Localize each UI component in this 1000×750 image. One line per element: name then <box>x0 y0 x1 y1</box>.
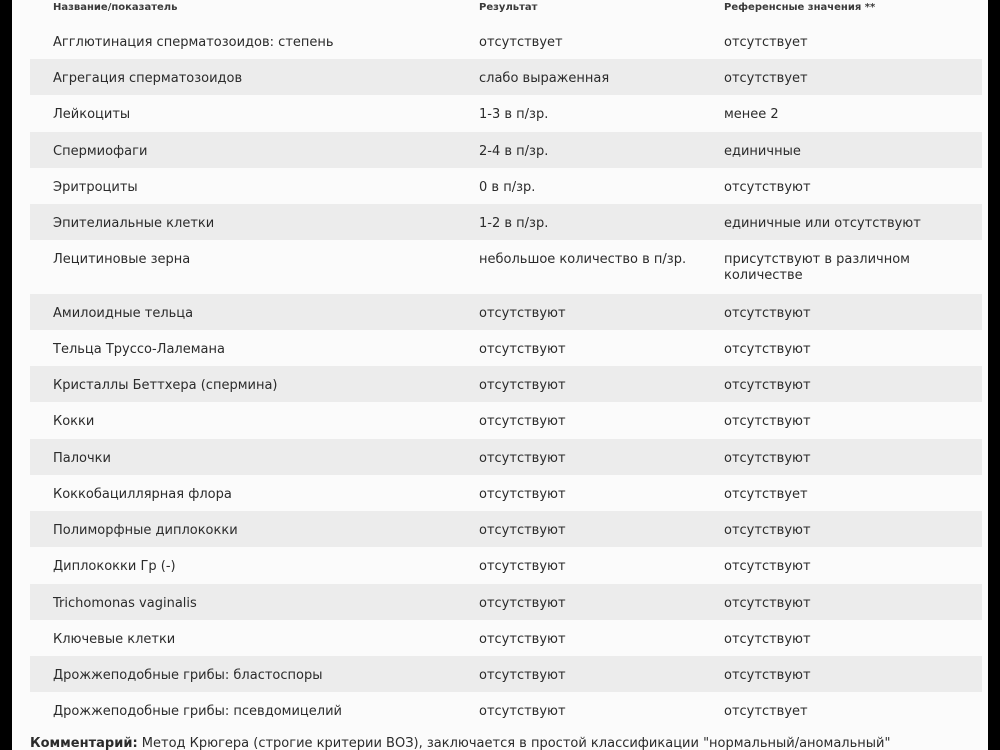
row-reference: отсутствуют <box>724 668 811 683</box>
row-reference: отсутствуют <box>724 306 811 321</box>
row-name: Агрегация сперматозоидов <box>53 71 243 86</box>
table-row <box>30 402 982 438</box>
row-reference: отсутствуют <box>724 378 811 393</box>
table-row <box>30 511 982 547</box>
row-reference: отсутствует <box>724 35 808 50</box>
row-result: 1-3 в п/зр. <box>479 107 549 122</box>
header-result: Результат <box>479 2 538 13</box>
table-row <box>30 240 982 294</box>
row-name: Агглютинация сперматозоидов: степень <box>53 35 334 50</box>
row-reference: отсутствуют <box>724 414 811 429</box>
comment <box>30 736 982 750</box>
table-row <box>30 23 982 59</box>
row-result: 0 в п/зр. <box>479 180 536 195</box>
row-result: небольшое количество в п/зр. <box>479 252 687 267</box>
header-name: Название/показатель <box>53 2 178 13</box>
row-result: отсутствуют <box>479 378 566 393</box>
table-row <box>30 547 982 583</box>
row-reference: присутствуют в различном количестве <box>724 252 910 283</box>
table-row <box>30 168 982 204</box>
row-result: отсутствуют <box>479 342 566 357</box>
table-row <box>30 692 982 728</box>
table-row <box>30 656 982 692</box>
row-name: Trichomonas vaginalis <box>53 596 197 611</box>
row-name: Спермиофаги <box>53 144 148 159</box>
row-name: Лецитиновые зерна <box>53 252 191 267</box>
header-reference: Референсные значения ** <box>724 2 876 13</box>
table-row <box>30 132 982 168</box>
row-result: 2-4 в п/зр. <box>479 144 549 159</box>
table-row <box>30 620 982 656</box>
row-reference: единичные <box>724 144 801 159</box>
row-reference: отсутствует <box>724 71 808 86</box>
row-name: Коккобациллярная флора <box>53 487 232 502</box>
table-row <box>30 95 982 131</box>
row-name: Эпителиальные клетки <box>53 216 215 231</box>
comment-text: Метод Крюгера (строгие критерии ВОЗ), заключается в простой классификации "нормальный/аномальный" <box>141 736 891 750</box>
row-result: отсутствуют <box>479 414 566 429</box>
row-result: 1-2 в п/зр. <box>479 216 549 231</box>
row-name: Полиморфные диплококки <box>53 523 238 538</box>
row-reference: отсутствуют <box>724 180 811 195</box>
row-name: Эритроциты <box>53 180 138 195</box>
table-row <box>30 204 982 240</box>
table-row <box>30 294 982 330</box>
row-reference: отсутствуют <box>724 596 811 611</box>
row-reference: отсутствуют <box>724 342 811 357</box>
row-name: Ключевые клетки <box>53 632 176 647</box>
row-name: Кокки <box>53 414 95 429</box>
row-name: Дрожжеподобные грибы: бластоспоры <box>53 668 323 683</box>
comment-label: Комментарий: <box>30 736 138 750</box>
table-row <box>30 59 982 95</box>
row-result: отсутствуют <box>479 632 566 647</box>
row-result: отсутствуют <box>479 596 566 611</box>
row-name: Палочки <box>53 451 111 466</box>
row-result: отсутствует <box>479 35 563 50</box>
row-name: Диплококки Гр (-) <box>53 559 176 574</box>
table-row <box>30 330 982 366</box>
row-result: отсутствуют <box>479 559 566 574</box>
row-reference: единичные или отсутствуют <box>724 216 921 231</box>
table-row <box>30 475 982 511</box>
row-result: отсутствуют <box>479 487 566 502</box>
row-result: отсутствуют <box>479 523 566 538</box>
row-reference: отсутствуют <box>724 523 811 538</box>
row-reference: отсутствует <box>724 704 808 719</box>
row-name: Амилоидные тельца <box>53 306 194 321</box>
row-name: Тельца Труссо-Лалемана <box>53 342 225 357</box>
table-row <box>30 439 982 475</box>
row-result: отсутствуют <box>479 668 566 683</box>
row-reference: менее 2 <box>724 107 779 122</box>
row-reference: отсутствуют <box>724 559 811 574</box>
row-name: Кристаллы Беттхера (спермина) <box>53 378 278 393</box>
row-result: отсутствуют <box>479 306 566 321</box>
row-reference: отсутствуют <box>724 632 811 647</box>
document-page <box>12 0 988 750</box>
row-name: Дрожжеподобные грибы: псевдомицелий <box>53 704 342 719</box>
table-row <box>30 366 982 402</box>
row-reference: отсутствуют <box>724 451 811 466</box>
row-name: Лейкоциты <box>53 107 131 122</box>
table-header <box>30 0 982 22</box>
row-result: слабо выраженная <box>479 71 610 86</box>
row-result: отсутствуют <box>479 704 566 719</box>
table-row <box>30 584 982 620</box>
row-reference: отсутствует <box>724 487 808 502</box>
row-result: отсутствуют <box>479 451 566 466</box>
